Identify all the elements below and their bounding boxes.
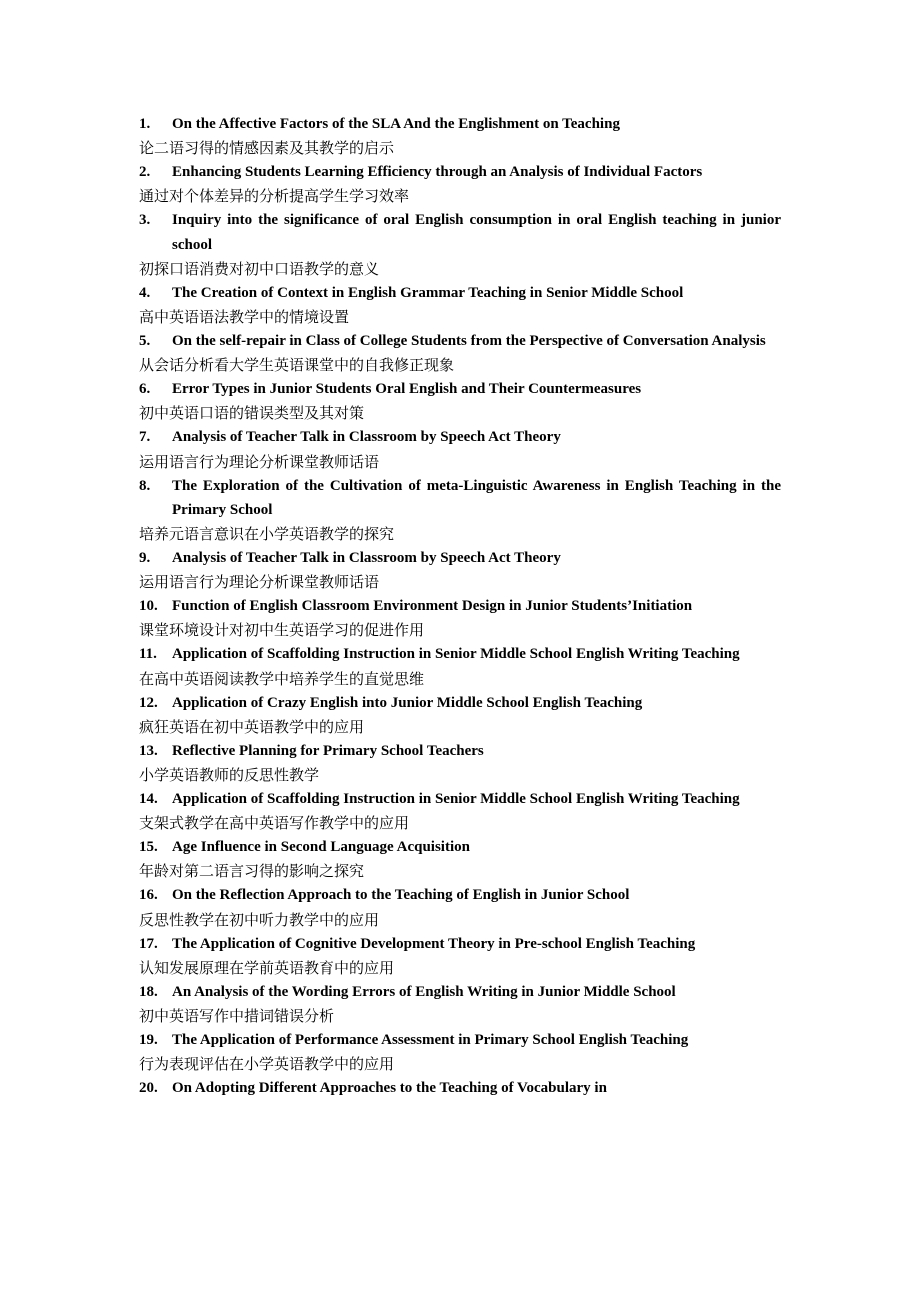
item-number: 5. (139, 333, 151, 350)
list-item (139, 474, 781, 546)
english-title-line (139, 329, 781, 353)
list-item (139, 594, 781, 642)
list-item (139, 835, 781, 883)
list-item (139, 112, 781, 160)
list-item (139, 160, 781, 208)
item-number: 3. (139, 212, 151, 229)
item-number: 20. (139, 1080, 158, 1097)
english-title: Analysis of Teacher Talk in Classroom by Speech Act Theory (172, 550, 561, 567)
chinese-title: 支架式教学在高中英语写作教学中的应用 (139, 814, 410, 833)
list-item (139, 787, 781, 835)
english-title: Function of English Classroom Environment Design in Junior Students’Initiation (172, 598, 693, 615)
item-number: 18. (139, 983, 158, 1000)
english-title: Error Types in Junior Students Oral English and Their Countermeasures (172, 381, 642, 398)
english-title-line (139, 739, 781, 763)
english-title: On the Reflection Approach to the Teaching of English in Junior School (172, 887, 630, 904)
chinese-title: 培养元语言意识在小学英语教学的探究 (139, 525, 395, 544)
english-title: Reflective Planning for Primary School Teachers (172, 742, 484, 759)
english-title-line (139, 642, 781, 666)
list-item (139, 932, 781, 980)
list-item (139, 1076, 781, 1100)
item-number: 19. (139, 1032, 158, 1049)
chinese-title: 运用语言行为理论分析课堂教师话语 (139, 452, 380, 471)
chinese-title: 认知发展原理在学前英语教育中的应用 (139, 958, 395, 977)
item-number: 1. (139, 116, 151, 132)
item-number: 7. (139, 429, 151, 446)
list-item (139, 377, 781, 425)
item-number: 14. (139, 791, 158, 808)
chinese-title: 反思性教学在初中听力教学中的应用 (139, 910, 380, 929)
english-title: Inquiry into the significance of oral English consumption in oral English teaching in junior school (172, 212, 781, 253)
item-number: 8. (139, 477, 151, 494)
english-title-line (139, 546, 781, 570)
item-number: 13. (139, 742, 158, 759)
item-number: 11. (139, 646, 157, 663)
english-title-line (139, 980, 781, 1004)
chinese-title: 论二语习得的情感因素及其教学的启示 (139, 139, 395, 158)
item-number: 16. (139, 887, 158, 904)
english-title: Age Influence in Second Language Acquisition (172, 839, 470, 856)
english-title: Enhancing Students Learning Efficiency through an Analysis of Individual Factors (172, 164, 703, 181)
list-item (139, 691, 781, 739)
english-title-line (139, 112, 781, 136)
chinese-title: 初探口语消费对初中口语教学的意义 (139, 259, 380, 278)
chinese-title: 运用语言行为理论分析课堂教师话语 (139, 573, 380, 592)
english-title: Application of Crazy English into Junior Middle School English Teaching (172, 694, 643, 711)
list-item (139, 546, 781, 594)
chinese-title: 通过对个体差异的分析提高学生学习效率 (139, 187, 410, 206)
list-item (139, 281, 781, 329)
chinese-title: 在高中英语阅读教学中培养学生的直觉思维 (139, 669, 425, 688)
english-title-line (139, 883, 781, 907)
english-title-line (139, 1076, 781, 1100)
item-number: 15. (139, 839, 158, 856)
english-title-line (139, 281, 781, 305)
english-title-line (139, 160, 781, 184)
english-title-line (139, 691, 781, 715)
english-title-line (139, 208, 781, 256)
chinese-title: 行为表现评估在小学英语教学中的应用 (139, 1055, 395, 1074)
chinese-title: 高中英语语法教学中的情境设置 (139, 308, 350, 327)
english-title-line (139, 425, 781, 449)
list-item (139, 739, 781, 787)
item-number: 4. (139, 284, 151, 301)
list-item (139, 642, 781, 690)
english-title: Application of Scaffolding Instruction in Senior Middle School English Writing Teaching (172, 646, 740, 663)
english-title-line (139, 932, 781, 956)
english-title-line (139, 474, 781, 522)
english-title: Application of Scaffolding Instruction in Senior Middle School English Writing Teaching (172, 791, 740, 808)
english-title: An Analysis of the Wording Errors of English Writing in Junior Middle School (172, 983, 676, 1000)
item-number: 10. (139, 598, 158, 615)
chinese-title: 初中英语口语的错误类型及其对策 (139, 404, 365, 423)
thesis-title-list (139, 112, 781, 1100)
chinese-title: 初中英语写作中措词错误分析 (139, 1007, 335, 1026)
english-title-line (139, 1028, 781, 1052)
list-item (139, 425, 781, 473)
chinese-title: 小学英语教师的反思性教学 (139, 766, 320, 785)
english-title-line (139, 594, 781, 618)
english-title: On Adopting Different Approaches to the Teaching of Vocabulary in (172, 1080, 607, 1097)
item-number: 6. (139, 381, 151, 398)
english-title: The Creation of Context in English Grammar Teaching in Senior Middle School (172, 284, 684, 301)
english-title: The Application of Performance Assessment in Primary School English Teaching (172, 1032, 689, 1049)
list-item (139, 980, 781, 1028)
item-number: 9. (139, 550, 151, 567)
item-number: 2. (139, 164, 151, 181)
english-title: The Application of Cognitive Development Theory in Pre-school English Teaching (172, 935, 696, 952)
item-number: 17. (139, 935, 158, 952)
chinese-title: 疯狂英语在初中英语教学中的应用 (139, 717, 365, 736)
english-title-line (139, 835, 781, 859)
chinese-title: 从会话分析看大学生英语课堂中的自我修正现象 (139, 356, 455, 375)
english-title: The Exploration of the Cultivation of meta-Linguistic Awareness in English Teaching in the Primary School (172, 477, 781, 518)
english-title-line (139, 787, 781, 811)
english-title: Analysis of Teacher Talk in Classroom by Speech Act Theory (172, 429, 561, 446)
chinese-title: 课堂环境设计对初中生英语学习的促进作用 (139, 621, 425, 640)
list-item (139, 208, 781, 280)
item-number: 12. (139, 694, 158, 711)
english-title-line (139, 377, 781, 401)
english-title: On the Affective Factors of the SLA And the Englishment on Teaching (172, 116, 620, 132)
list-item (139, 329, 781, 377)
list-item (139, 883, 781, 931)
chinese-title: 年龄对第二语言习得的影响之探究 (139, 862, 365, 881)
english-title: On the self-repair in Class of College Students from the Perspective of Conversation Analysis (172, 333, 766, 350)
list-item (139, 1028, 781, 1076)
